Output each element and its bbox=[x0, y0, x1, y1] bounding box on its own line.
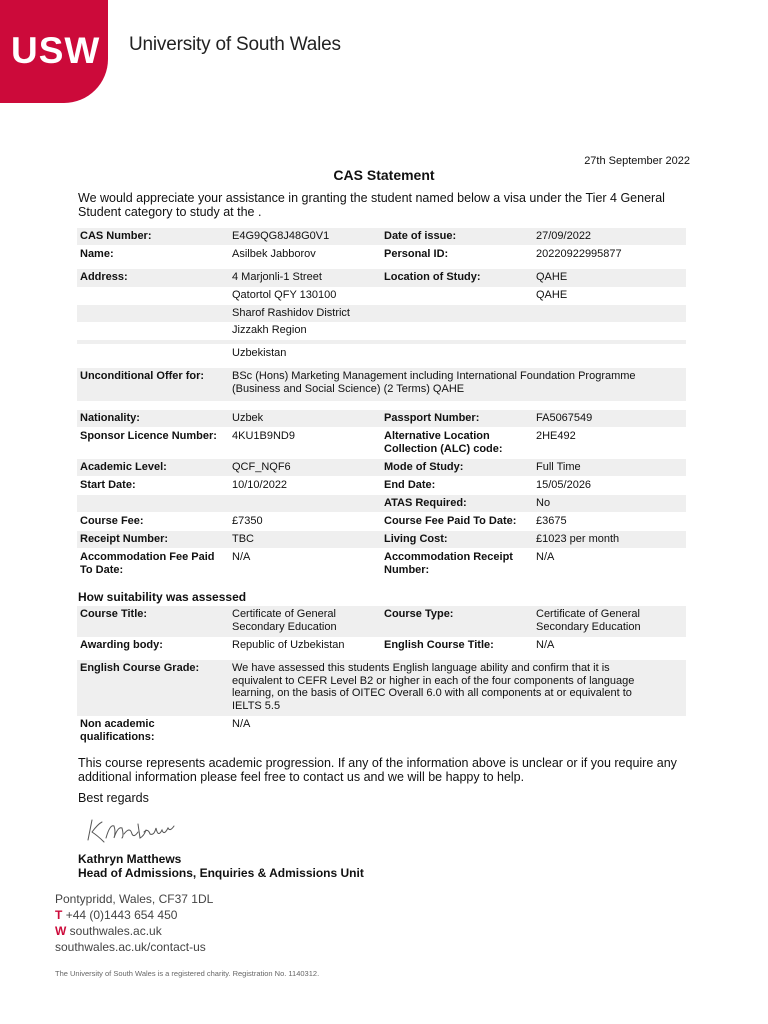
university-name: University of South Wales bbox=[129, 34, 341, 55]
web-link[interactable]: southwales.ac.uk bbox=[69, 924, 162, 938]
logo-text: USW bbox=[11, 30, 101, 71]
location-label: Location of Study: bbox=[384, 271, 481, 283]
course-title-value: Certificate of General Secondary Education bbox=[232, 608, 337, 633]
footer-contact bbox=[55, 891, 213, 955]
intro-paragraph: We would appreciate your assistance in granting the student named below a visa under the Tier 4 General Student category to study at the . bbox=[78, 191, 665, 219]
atas-label: ATAS Required: bbox=[384, 497, 467, 509]
english-grade-value: We have assessed this students English language ability and confirm that it is equivalent to CEFR Level B2 or higher in each of the four components of language learning, on the basis of OITEC Overall 6.0 with all components at or equivalent to IELTS 5.5 bbox=[232, 662, 635, 712]
nationality-row bbox=[77, 410, 686, 427]
passport-label: Passport Number: bbox=[384, 412, 480, 424]
living-label: Living Cost: bbox=[384, 533, 448, 545]
location-value: QAHE bbox=[536, 271, 568, 283]
name-value: Asilbek Jabborov bbox=[232, 248, 316, 260]
awarding-row bbox=[77, 637, 686, 656]
course-type-label: Course Type: bbox=[384, 608, 454, 620]
address-line: Sharof Rashidov District bbox=[232, 307, 350, 319]
address-line: Jizzakh Region bbox=[232, 324, 307, 336]
address-label: Address: bbox=[80, 271, 128, 283]
atas-row bbox=[77, 495, 686, 512]
dates-row bbox=[77, 477, 686, 494]
atas-value: No bbox=[536, 497, 551, 509]
start-value: 10/10/2022 bbox=[232, 479, 288, 491]
address-row-1 bbox=[77, 269, 686, 287]
academic-level-value: QCF_NQF6 bbox=[232, 461, 291, 473]
fee-label: Course Fee: bbox=[80, 515, 144, 527]
non-academic-value: N/A bbox=[232, 718, 251, 730]
awarding-value: Republic of Uzbekistan bbox=[232, 639, 345, 651]
web-prefix: W bbox=[55, 924, 67, 938]
nationality-value: Uzbek bbox=[232, 412, 264, 424]
usw-logo bbox=[0, 0, 108, 103]
academic-level-row bbox=[77, 459, 686, 476]
fee-row bbox=[77, 513, 686, 530]
nationality-label: Nationality: bbox=[80, 412, 140, 424]
location-value: QAHE bbox=[536, 289, 568, 301]
personal-id-label: Personal ID: bbox=[384, 248, 449, 260]
address-row-2 bbox=[77, 287, 686, 305]
end-label: End Date: bbox=[384, 479, 436, 491]
english-grade-row bbox=[77, 660, 686, 716]
awarding-label: Awarding body: bbox=[80, 639, 163, 651]
offer-row bbox=[77, 368, 686, 401]
sponsor-value: 4KU1B9ND9 bbox=[232, 430, 295, 442]
personal-id-value: 20220922995877 bbox=[536, 248, 622, 260]
receipt-row bbox=[77, 531, 686, 548]
phone-number: +44 (0)1443 654 450 bbox=[65, 908, 178, 922]
non-academic-row bbox=[77, 716, 686, 747]
signer-role: Head of Admissions, Enquiries & Admissions Unit bbox=[78, 866, 364, 880]
address-line: Uzbekistan bbox=[232, 347, 287, 359]
offer-value: BSc (Hons) Marketing Management including International Foundation Programme (Business and Social Science) (2 Terms) QAHE bbox=[232, 370, 636, 395]
academic-level-label: Academic Level: bbox=[80, 461, 167, 473]
course-type-value: Certificate of General Secondary Education bbox=[536, 608, 641, 633]
phone-prefix: T bbox=[55, 908, 63, 922]
course-title-label: Course Title: bbox=[80, 608, 148, 620]
alc-label: Alternative Location Collection (ALC) code: bbox=[384, 430, 503, 455]
living-value: £1023 per month bbox=[536, 533, 620, 545]
english-grade-label: English Course Grade: bbox=[80, 662, 200, 674]
address-row-4 bbox=[77, 322, 686, 340]
end-value: 15/05/2026 bbox=[536, 479, 592, 491]
address-row-5 bbox=[77, 344, 686, 364]
alc-value: 2HE492 bbox=[536, 430, 576, 442]
regards: Best regards bbox=[78, 791, 149, 805]
receipt-value: TBC bbox=[232, 533, 254, 545]
signature-image bbox=[84, 812, 184, 848]
start-label: Start Date: bbox=[80, 479, 136, 491]
passport-value: FA5067549 bbox=[536, 412, 593, 424]
charity-notice: The University of South Wales is a registered charity. Registration No. 1140312. bbox=[55, 969, 320, 978]
date-of-issue-label: Date of issue: bbox=[384, 230, 457, 242]
address-line: 4 Marjonli-1 Street bbox=[232, 271, 322, 283]
accommodation-row bbox=[77, 549, 686, 580]
english-title-label: English Course Title: bbox=[384, 639, 494, 651]
accom-receipt-label: Accommodation Receipt Number: bbox=[384, 551, 513, 576]
footer-web bbox=[55, 923, 213, 939]
accom-fee-label: Accommodation Fee Paid To Date: bbox=[80, 551, 215, 576]
fee-paid-value: £3675 bbox=[536, 515, 567, 527]
page-title: CAS Statement bbox=[333, 167, 435, 183]
offer-label: Unconditional Offer for: bbox=[80, 370, 205, 382]
accom-receipt-value: N/A bbox=[536, 551, 555, 563]
name-row bbox=[77, 246, 686, 263]
mode-value: Full Time bbox=[536, 461, 581, 473]
accom-fee-value: N/A bbox=[232, 551, 251, 563]
suitability-heading: How suitability was assessed bbox=[78, 590, 247, 604]
footer-address: Pontypridd, Wales, CF37 1DL bbox=[55, 892, 214, 906]
letter-date: 27th September 2022 bbox=[584, 155, 690, 167]
date-of-issue-value: 27/09/2022 bbox=[536, 230, 592, 242]
address-line: Qatortol QFY 130100 bbox=[232, 289, 337, 301]
name-label: Name: bbox=[80, 248, 114, 260]
sponsor-row bbox=[77, 428, 686, 459]
address-row-3 bbox=[77, 305, 686, 322]
fee-value: £7350 bbox=[232, 515, 263, 527]
english-title-value: N/A bbox=[536, 639, 555, 651]
mode-label: Mode of Study: bbox=[384, 461, 464, 473]
cas-number-label: CAS Number: bbox=[80, 230, 152, 242]
signer-block bbox=[78, 852, 364, 880]
cas-number-value: E4G9QG8J48G0V1 bbox=[232, 230, 330, 242]
course-title-row bbox=[77, 606, 686, 637]
footer-phone bbox=[55, 907, 213, 923]
closing-paragraph: This course represents academic progression. If any of the information above is unclear or if you require any additional information please feel free to contact us and we will be happy to help. bbox=[78, 756, 677, 784]
cas-row bbox=[77, 228, 686, 245]
footer-contact-link[interactable]: southwales.ac.uk/contact-us bbox=[55, 940, 206, 954]
sponsor-label: Sponsor Licence Number: bbox=[80, 430, 217, 442]
non-academic-label: Non academic qualifications: bbox=[80, 718, 155, 743]
fee-paid-label: Course Fee Paid To Date: bbox=[384, 515, 517, 527]
signer-name: Kathryn Matthews bbox=[78, 852, 182, 866]
receipt-label: Receipt Number: bbox=[80, 533, 169, 545]
